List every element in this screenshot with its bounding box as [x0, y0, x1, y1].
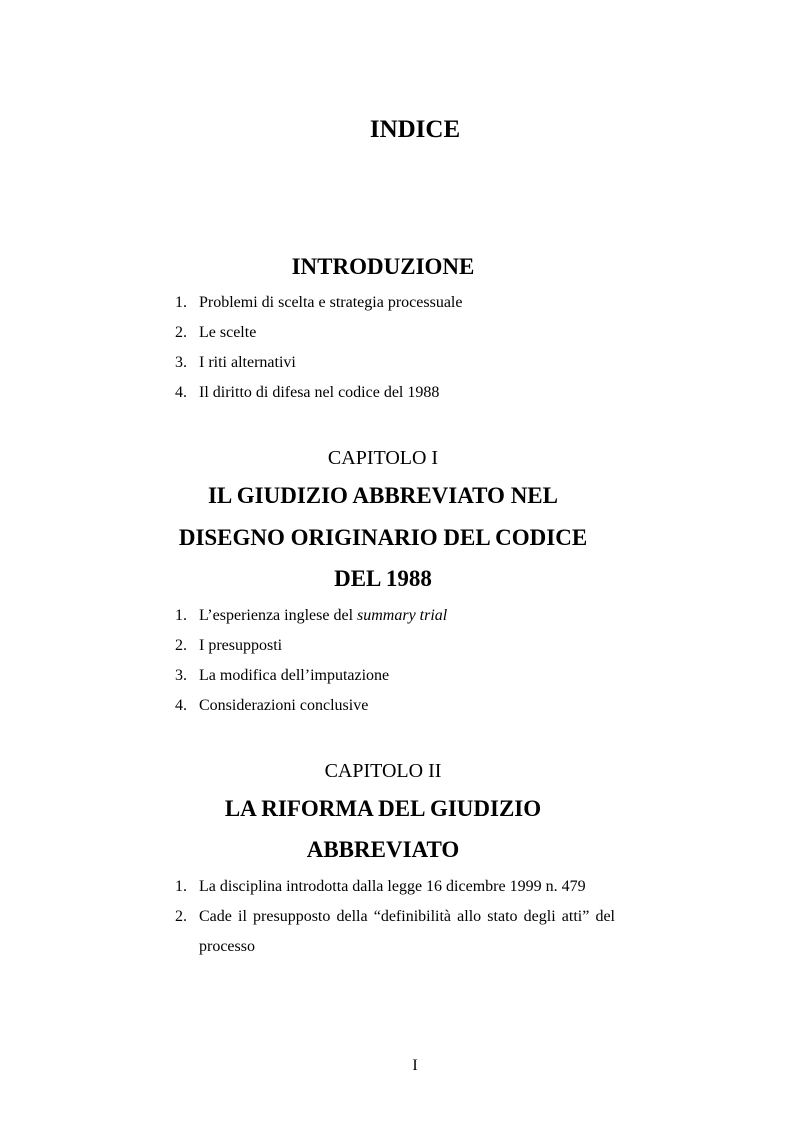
toc-item: [175, 348, 615, 378]
toc-item-text: Il diritto di difesa nel codice del 1988: [199, 384, 440, 401]
toc-item-text-italic: summary trial: [357, 607, 448, 624]
chapter-1-toc-list: [175, 601, 615, 721]
chapter-1-title-line-1: IL GIUDIZIO ABBREVIATO NEL: [207, 483, 558, 508]
toc-item-number: 1.: [175, 607, 187, 624]
toc-item: [175, 691, 615, 721]
toc-item: [175, 378, 615, 408]
chapter-1-label: CAPITOLO I: [327, 447, 439, 469]
toc-item: [175, 288, 615, 318]
toc-item: [175, 631, 615, 661]
toc-item-text: Le scelte: [199, 324, 257, 341]
chapter-2-title-line-2: ABBREVIATO: [306, 837, 460, 862]
toc-item-number: 2.: [175, 637, 187, 654]
toc-item-number: 4.: [175, 384, 187, 401]
toc-item-text-plain: L’esperienza inglese del: [199, 607, 358, 624]
toc-item-number: 3.: [175, 667, 187, 684]
chapter-2-toc-list: [175, 872, 615, 962]
toc-item: [175, 601, 615, 631]
toc-item-text: Cade il presupposto della “definibilità allo stato degli atti” del processo: [199, 908, 615, 955]
toc-item: [175, 872, 615, 902]
page-title: INDICE: [369, 116, 461, 143]
toc-item: [175, 902, 615, 962]
introduction-heading: INTRODUZIONE: [291, 254, 475, 279]
chapter-1-title-line-3: DEL 1988: [334, 566, 432, 591]
toc-item-number: 2.: [175, 908, 187, 925]
toc-item-text: La modifica dell’imputazione: [199, 667, 390, 684]
toc-item: [175, 661, 615, 691]
toc-item-text: La disciplina introdotta dalla legge 16 dicembre 1999 n. 479: [199, 878, 586, 895]
page-number: I: [412, 1057, 418, 1074]
toc-item-number: 1.: [175, 294, 187, 311]
chapter-2-label: CAPITOLO II: [324, 760, 442, 782]
toc-item: [175, 318, 615, 348]
toc-item-number: 2.: [175, 324, 187, 341]
chapter-1-title-line-2: DISEGNO ORIGINARIO DEL CODICE: [178, 525, 588, 550]
toc-item-text: Problemi di scelta e strategia processuale: [199, 294, 463, 311]
toc-item-text: [199, 607, 447, 624]
toc-item-text: Considerazioni conclusive: [199, 697, 369, 714]
toc-item-number: 3.: [175, 354, 187, 371]
toc-item-number: 4.: [175, 697, 187, 714]
toc-item-text: I presupposti: [199, 637, 283, 654]
toc-item-number: 1.: [175, 878, 187, 895]
introduction-toc-list: [175, 288, 615, 408]
toc-item-text: I riti alternativi: [199, 354, 296, 371]
chapter-2-title-line-1: LA RIFORMA DEL GIUDIZIO: [224, 796, 542, 821]
